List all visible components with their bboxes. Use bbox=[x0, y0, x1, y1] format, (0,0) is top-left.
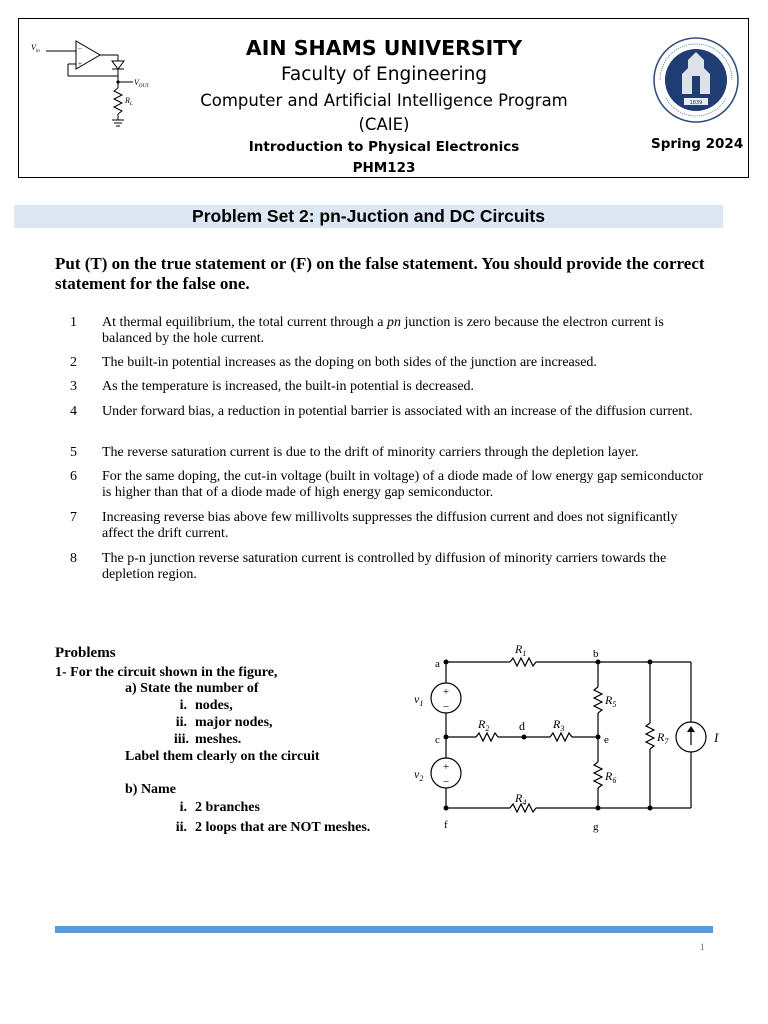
subitem-loops: 2 loops that are NOT meshes. bbox=[195, 820, 371, 835]
v1-plus: + bbox=[442, 686, 450, 698]
statement-text-part: junction is zero because the electron current is balanced by the hole current. bbox=[102, 315, 664, 346]
subitem-major-nodes: major nodes, bbox=[195, 715, 273, 730]
statement-item bbox=[70, 510, 720, 544]
node-b-label: b bbox=[593, 648, 599, 660]
vout-label: $V_{OUT}$ bbox=[134, 78, 149, 89]
junction-dot bbox=[648, 806, 653, 811]
problem-1-text: 1- For the circuit shown in the figure, bbox=[55, 665, 278, 680]
statement-item bbox=[70, 404, 720, 438]
junction-dot bbox=[648, 660, 653, 665]
label-instruction: Label them clearly on the circuit bbox=[125, 749, 320, 764]
program-name: Computer and Artificial Intelligence Program bbox=[200, 91, 568, 110]
node-f-label: f bbox=[444, 819, 448, 831]
subitem-number: iii. bbox=[173, 732, 189, 747]
problem-set-title: Problem Set 2: pn-Juction and DC Circuits bbox=[192, 206, 545, 226]
node-c-dot bbox=[444, 735, 449, 740]
node-g-label: g bbox=[593, 821, 599, 833]
v1-minus: − bbox=[442, 701, 450, 713]
instructions: Put (T) on the true statement or (F) on the false statement. You should provide the correct statement for the false one. bbox=[55, 254, 705, 293]
program-abbr: (CAIE) bbox=[358, 115, 410, 134]
statement-number: 2 bbox=[70, 355, 77, 370]
subitem-number: ii. bbox=[175, 820, 187, 835]
node-f-dot bbox=[444, 806, 449, 811]
r7-label: $R_7$ bbox=[657, 730, 669, 746]
r6-label: $R_6$ bbox=[605, 769, 617, 785]
current-source-label: I bbox=[714, 730, 719, 745]
statement-number: 5 bbox=[70, 445, 77, 460]
footer-bar bbox=[55, 926, 713, 933]
statement-text: The p-n junction reverse saturation current is controlled by diffusion of minority carriers towards the depletion region. bbox=[102, 551, 667, 582]
statement-math-pn: pn bbox=[386, 315, 401, 330]
v2-label: $v_2$ bbox=[414, 767, 424, 783]
v2-minus: − bbox=[442, 776, 450, 788]
statement-number: 8 bbox=[70, 551, 77, 566]
statement-number: 7 bbox=[70, 510, 77, 525]
subitem-number: i. bbox=[179, 698, 187, 713]
node-g-dot bbox=[596, 806, 601, 811]
statement-text: For the same doping, the cut-in voltage (built in voltage) of a diode made of low energy gap semiconductor is higher than that of a diode made of high energy gap semiconductor. bbox=[102, 469, 704, 500]
subitem-number: ii. bbox=[175, 715, 187, 730]
statement-text: The built-in potential increases as the doping on both sides of the junction are increased. bbox=[102, 355, 597, 370]
problem-1a-text: a) State the number of bbox=[125, 681, 259, 696]
statement-item bbox=[70, 315, 720, 349]
node-b-dot bbox=[596, 660, 601, 665]
seal-year: 1839 bbox=[689, 100, 703, 106]
statement-text: The reverse saturation current is due to the drift of minority carriers through the depletion layer. bbox=[102, 445, 639, 460]
subitem-number: i. bbox=[179, 800, 187, 815]
r3-label: $R_3$ bbox=[553, 717, 565, 733]
faculty-name: Faculty of Engineering bbox=[280, 64, 488, 85]
university-name: AIN SHAMS UNIVERSITY bbox=[245, 36, 523, 60]
r2-label: $R_2$ bbox=[478, 717, 490, 733]
opamp-plus-label: + bbox=[78, 60, 82, 68]
node-d-dot bbox=[522, 735, 527, 740]
statement-item bbox=[70, 469, 720, 503]
problem-1b-text: b) Name bbox=[125, 782, 176, 797]
v1-label: $v_1$ bbox=[414, 692, 424, 708]
problems-heading: Problems bbox=[55, 645, 116, 661]
statement-item bbox=[70, 445, 720, 463]
university-seal-logo bbox=[652, 36, 740, 124]
statement-item bbox=[70, 551, 720, 585]
current-arrow-icon bbox=[687, 726, 695, 732]
statement-text: Under forward bias, a reduction in potential barrier is associated with an increase of the diffusion current. bbox=[102, 404, 693, 419]
opamp-minus-label: − bbox=[78, 45, 82, 53]
course-name: Introduction to Physical Electronics bbox=[248, 139, 520, 155]
circuit-diagram bbox=[408, 640, 738, 835]
node-e-dot bbox=[596, 735, 601, 740]
statement-text: As the temperature is increased, the built-in potential is decreased. bbox=[102, 379, 475, 394]
statement-number: 3 bbox=[70, 379, 77, 394]
statement-number: 6 bbox=[70, 469, 77, 484]
subitem-meshes: meshes. bbox=[195, 732, 242, 747]
r1-label: $R_1$ bbox=[515, 642, 527, 658]
node-c-label: c bbox=[435, 734, 440, 746]
r4-label: $R_4$ bbox=[515, 791, 527, 807]
statement-item bbox=[70, 355, 720, 373]
node-d-label: d bbox=[519, 719, 525, 733]
v2-plus: + bbox=[442, 761, 450, 773]
node-a-label: a bbox=[435, 658, 440, 670]
statement-number: 4 bbox=[70, 404, 77, 419]
subitem-branches: 2 branches bbox=[195, 800, 260, 815]
page-number: 1 bbox=[700, 942, 705, 952]
subitem-nodes: nodes, bbox=[195, 698, 233, 713]
node-a-dot bbox=[444, 660, 449, 665]
statement-text: Increasing reverse bias above few millivolts suppresses the diffusion current and does not significantly affect the drift current. bbox=[102, 510, 678, 541]
statement-item bbox=[70, 379, 720, 397]
statement-text bbox=[102, 315, 712, 347]
statement-number: 1 bbox=[70, 315, 77, 330]
course-code: PHM123 bbox=[352, 160, 416, 176]
rl-label: $R_L$ bbox=[125, 96, 133, 107]
vin-label: $V_{in}$ bbox=[31, 43, 40, 54]
statement-text-part: At thermal equilibrium, the total current through a bbox=[102, 315, 387, 330]
r5-label: $R_5$ bbox=[605, 693, 617, 709]
node-e-label: e bbox=[604, 734, 609, 746]
term-label: Spring 2024 bbox=[651, 136, 744, 152]
